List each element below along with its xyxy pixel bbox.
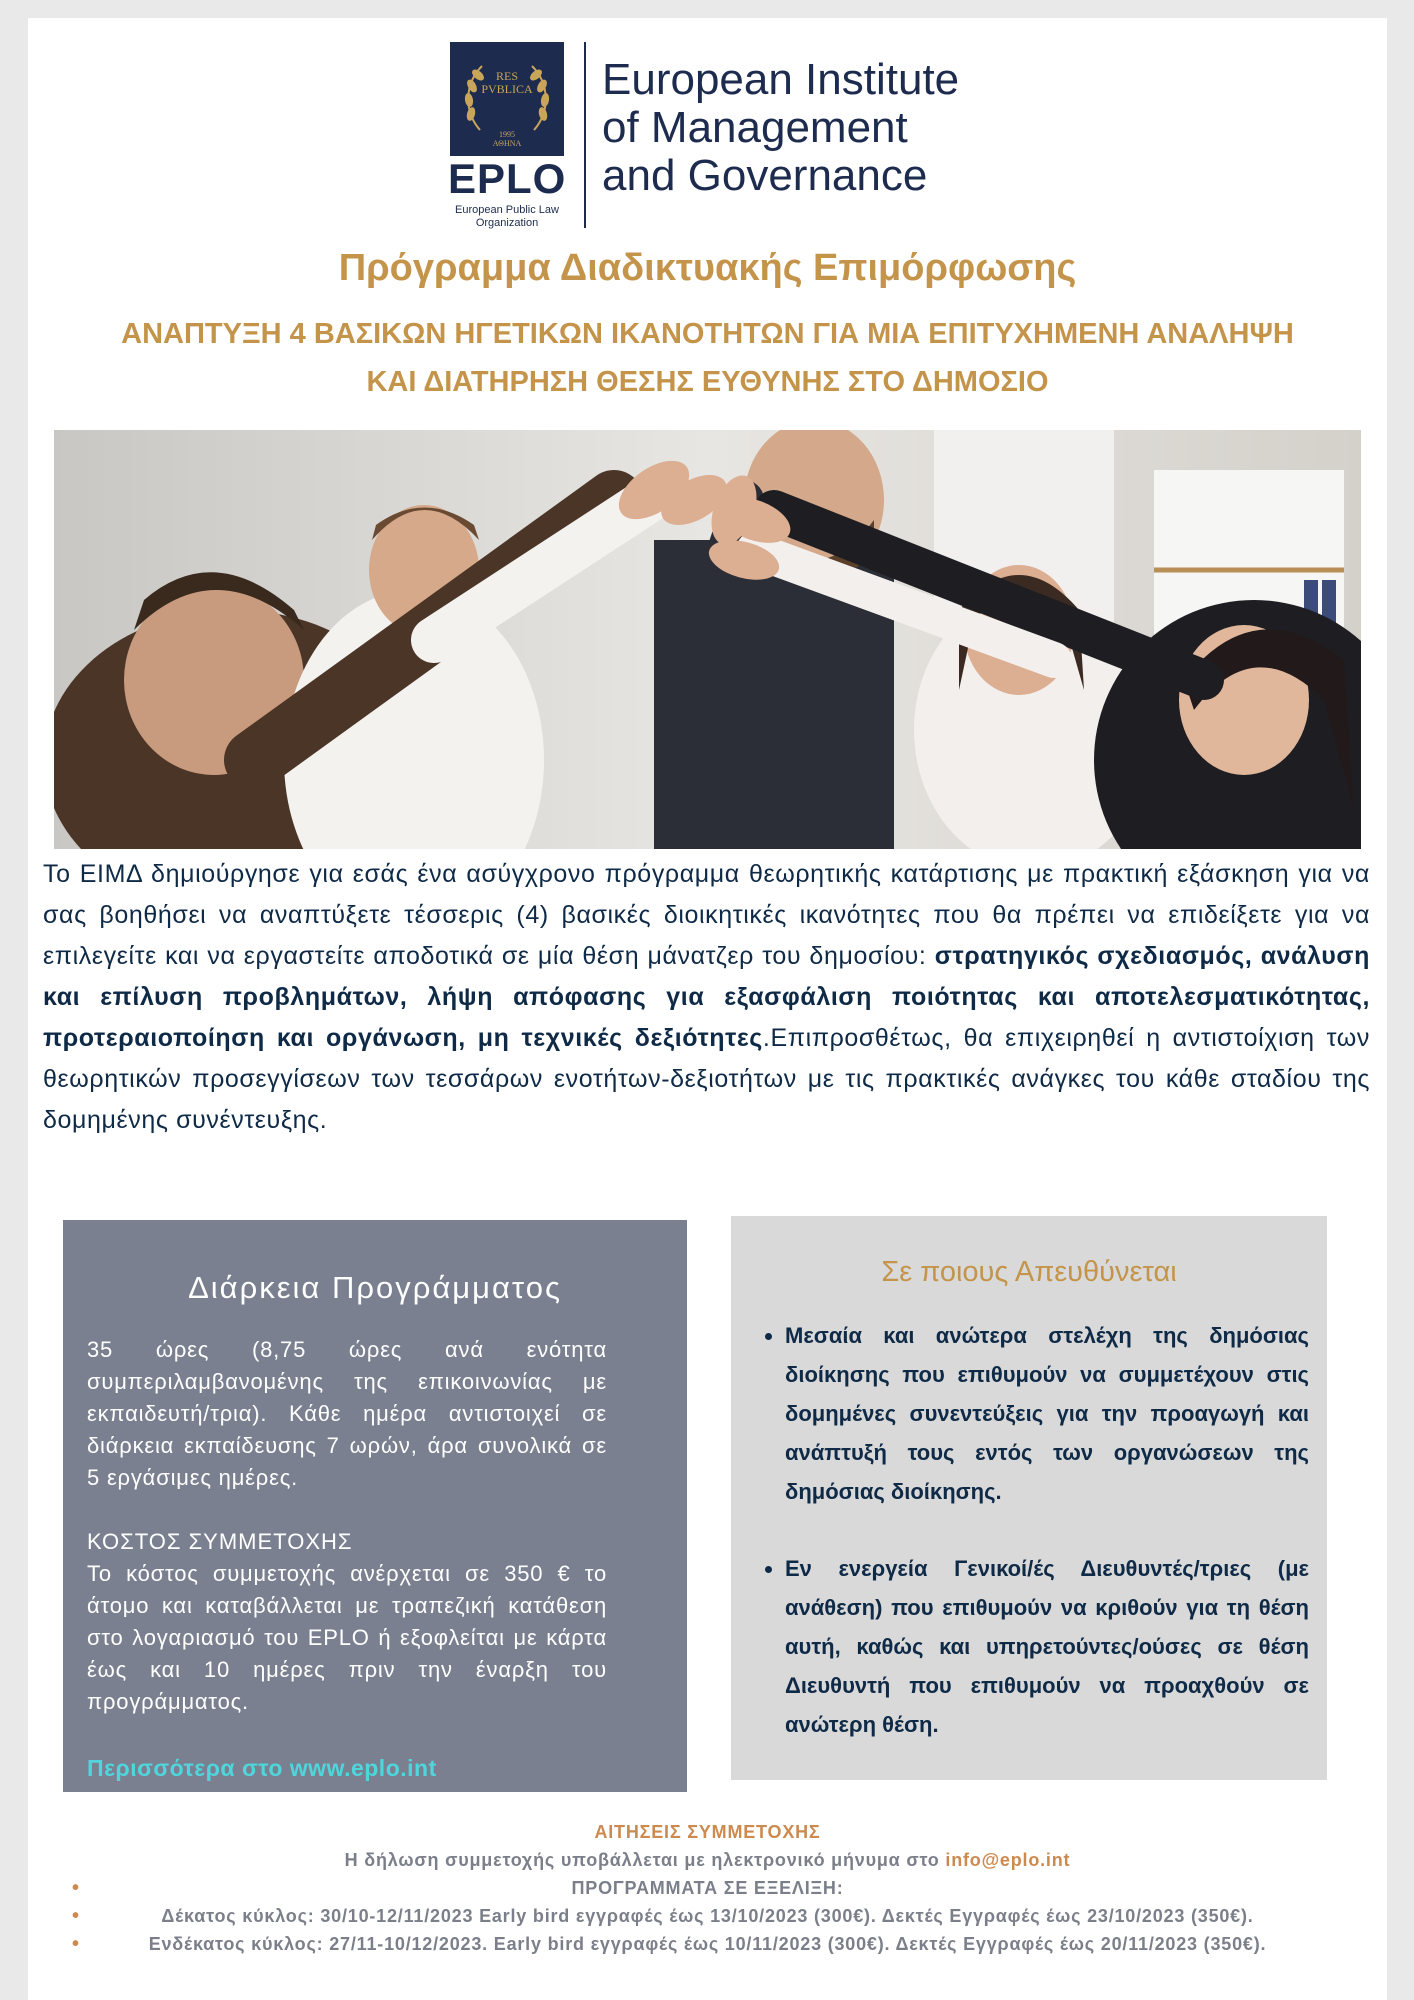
- duration-text: 35 ώρες (8,75 ώρες ανά ενότητα συμπεριλαμβανομένης της επικοινωνίας με εκπαιδευτή/τρια). Κάθε ημέρα αντιστοιχεί σε διάρκεια εκπαίδευσης 7 ωρών, άρα συνολικά σε 5 εργάσιμες ημέρες.: [87, 1337, 607, 1490]
- team-photo: [54, 430, 1361, 849]
- submission-note: [28, 1846, 1387, 1874]
- intro-tail: .Επιπροσθέτως, θα επιχειρηθεί η αντιστοίχιση των θεωρητικών προσεγγίσεων των τεσσάρων ενοτήτων-δεξιοτήτων με τις πρακτικές ανάγκες του κάθε σταδίου της δομημένης συνέντευξης.: [43, 1024, 1370, 1134]
- audience-title: Σε ποιους Απευθύνεται: [881, 1256, 1177, 1288]
- applications-heading: ΑΙΤΗΣΕΙΣ ΣΥΜΜΕΤΟΧΗΣ: [594, 1822, 821, 1842]
- seal-line-1: RES: [495, 69, 518, 83]
- duration-title: Διάρκεια Προγράμματος: [188, 1270, 562, 1305]
- res-publica-seal: [450, 42, 564, 156]
- cycles-list: [28, 1874, 1387, 1958]
- program-subtitle: ΑΝΑΠΤΥΞΗ 4 ΒΑΣΙΚΩΝ ΗΓΕΤΙΚΩΝ ΙΚΑΝΟΤΗΤΩΝ ΓΙΑ ΜΙΑ ΕΠΙΤΥΧΗΜΕΝΗ ΑΝΑΛΗΨΗ ΚΑΙ ΔΙΑΤΗΡΗΣΗ ΘΕΣΗΣ ΕΥΘΥΝΗΣ ΣΤΟ ΔΗΜΟΣΙΟ: [121, 318, 1294, 398]
- logo-divider: [584, 42, 586, 228]
- email-link[interactable]: info@eplo.int: [945, 1850, 1071, 1870]
- ongoing-programs-heading: • ΠΡΟΓΡΑΜΜΑΤΑ ΣΕ ΕΞΕΛΙΞΗ:: [28, 1874, 1387, 1902]
- submission-text: Η δήλωση συμμετοχής υποβάλλεται με ηλεκτρονικό μήνυμα στο: [344, 1850, 946, 1870]
- institute-name: [602, 56, 959, 200]
- seal-year: 1995: [499, 130, 515, 139]
- institute-line-1: European Institute: [602, 55, 960, 104]
- cycle-item: • Δέκατος κύκλος: 30/10-12/11/2023 Early bird εγγραφές έως 13/10/2023 (300€). Δεκτές Εγγραφές έως 23/10/2023 (350€).: [28, 1902, 1387, 1930]
- duration-box: [63, 1220, 687, 1792]
- eplo-logo: [450, 42, 1010, 242]
- cost-heading: ΚΟΣΤΟΣ ΣΥΜΜΕΤΟΧΗΣ: [87, 1529, 353, 1554]
- seal-line-2: PVBLICA: [481, 82, 533, 96]
- cycle-item: • Ενδέκατος κύκλος: 27/11-10/12/2023. Early bird εγγραφές έως 10/11/2023 (300€). Δεκτές Εγγραφές έως 20/11/2023 (350€).: [28, 1930, 1387, 1958]
- audience-item: • Εν ενεργεία Γενικοί/ές Διευθυντές/τριες (με ανάθεση) που επιθυμούν να κριθούν για τη θέση αυτή, καθώς και υπηρετούντες/ούσες σε θέση Διευθυντή που επιθυμούν να προαχθούν σε ανώτερη θέση.: [785, 1549, 1309, 1744]
- audience-box: [731, 1216, 1327, 1780]
- seal-city: ΑΘΗΝΑ: [492, 139, 522, 148]
- institute-line-2: of Management: [602, 103, 908, 152]
- eplo-org-name: European Public Law Organization: [455, 204, 559, 229]
- applications-footer: [28, 1818, 1387, 1958]
- intro-skills: στρατηγικός σχεδιασμός, ανάλυση και επίλυση προβλημάτων, λήψη απόφασης για εξασφάλιση ποιότητας και αποτελεσματικότητας, προτεραιοποίηση και οργάνωση, μη τεχνικές δεξιότητες: [43, 942, 1370, 1052]
- more-info-link[interactable]: Περισσότερα στο www.eplo.int: [87, 1755, 437, 1781]
- intro-lead: Το ΕΙΜΔ δημιούργησε για εσάς ένα ασύγχρονο πρόγραμμα θεωρητικής κατάρτισης με πρακτική εξάσκηση για να σας βοηθήσει να αναπτύξετε τέσσερις (4) βασικές διοικητικές ικανότητες που θα πρέπει να επιδείξετε για να επιλεγείτε και να εργαστείτε αποδοτικά σε μία θέση μάνατζερ του δημοσίου:: [43, 860, 1370, 970]
- team-high-five-image: [54, 430, 1361, 849]
- eplo-acronym: EPLO: [448, 155, 567, 202]
- program-title: Πρόγραμμα Διαδικτυακής Επιμόρφωσης: [338, 247, 1077, 289]
- audience-list: [755, 1316, 1309, 1782]
- cost-text: Το κόστος συμμετοχής ανέρχεται σε 350 € το άτομο και καταβάλλεται με τραπεζική κατάθεση στο λογαριασμό του EPLO ή εξοφλείται με κάρτα έως και 10 ημέρες πριν την έναρξη του προγράμματος.: [87, 1561, 607, 1714]
- intro-paragraph: [43, 854, 1370, 1141]
- institute-line-3: and Governance: [602, 151, 928, 200]
- audience-item: • Μεσαία και ανώτερα στελέχη της δημόσιας διοίκησης που επιθυμούν να συμμετέχουν στις δομημένες συνεντεύξεις για την προαγωγή και ανάπτυξή τους εντός των οργανώσεων της δημόσιας διοίκησης.: [785, 1316, 1309, 1511]
- brochure-page: [28, 18, 1387, 2000]
